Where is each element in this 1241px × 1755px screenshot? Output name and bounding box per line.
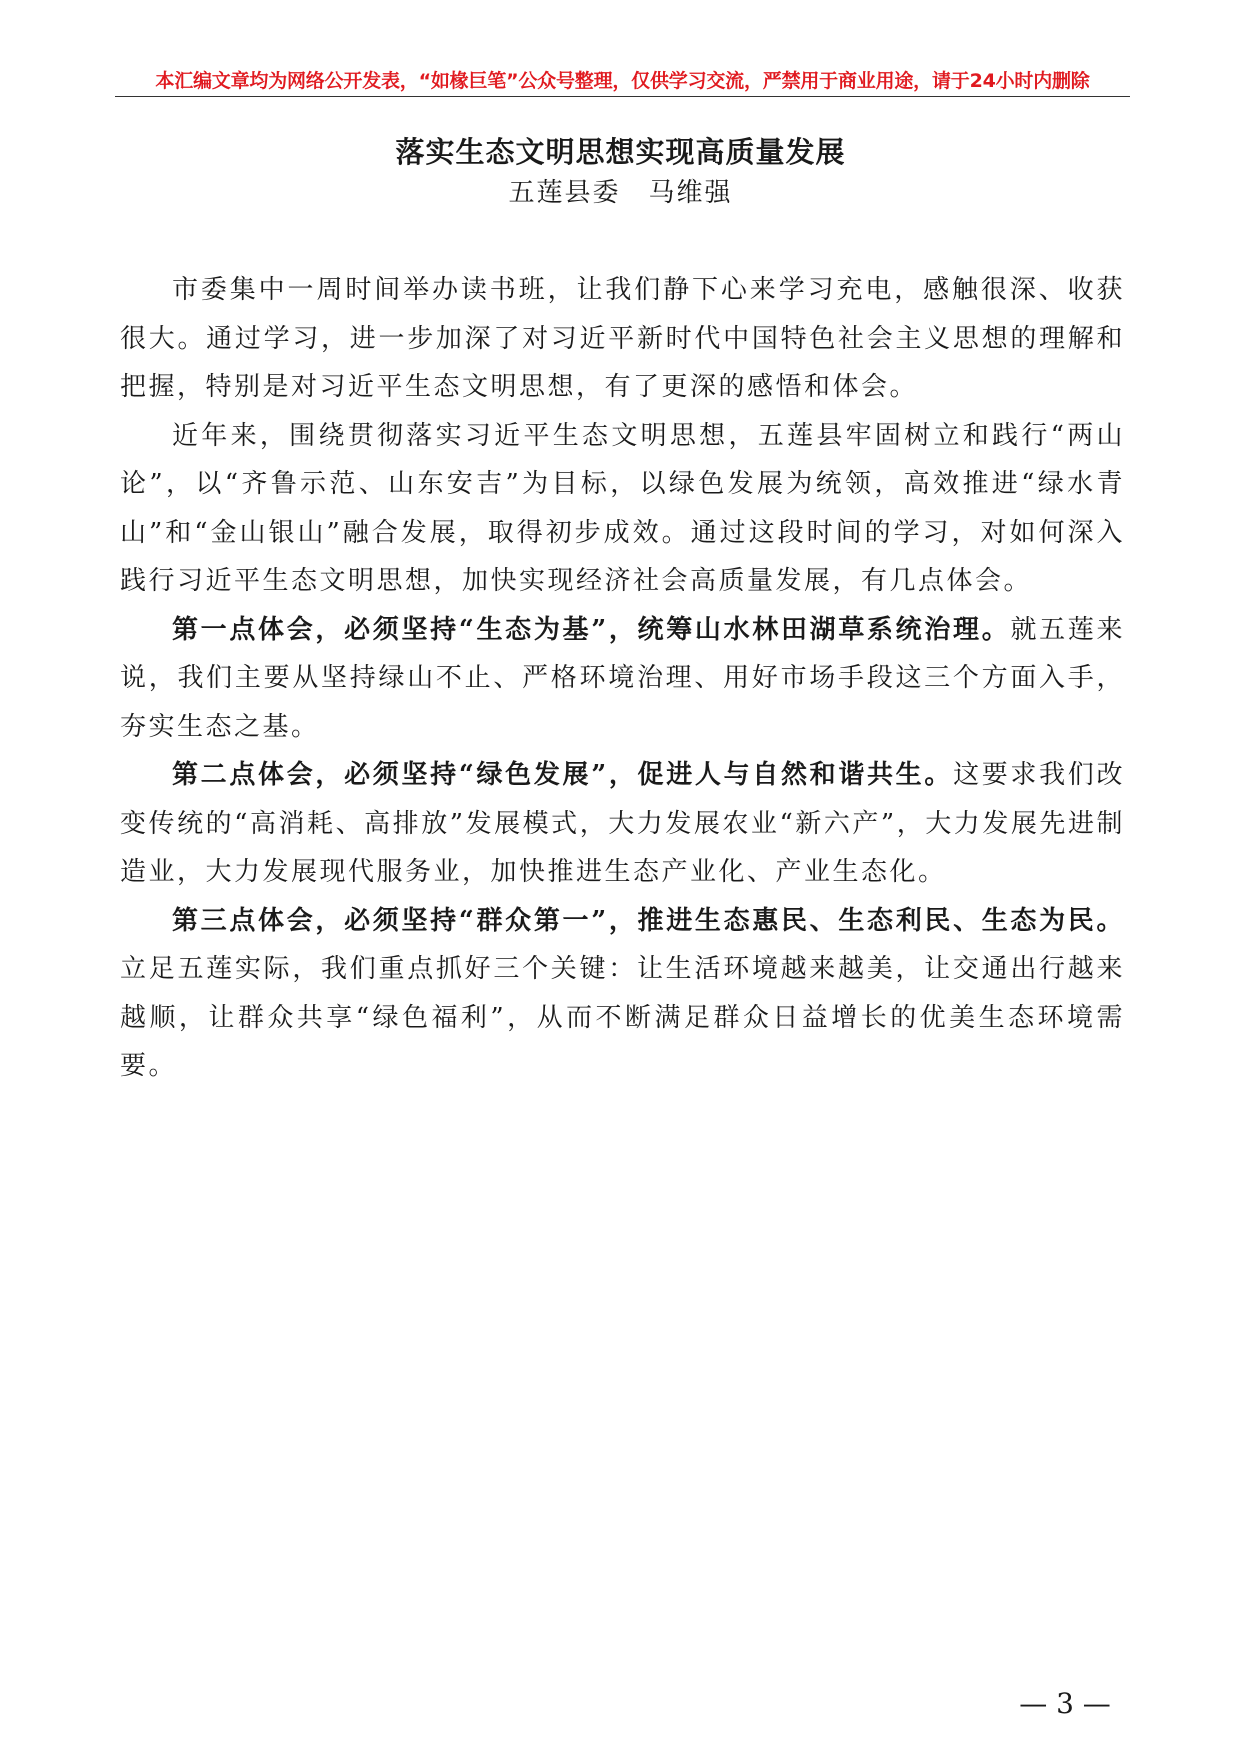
article-byline: 五莲县委 马维强 — [508, 178, 733, 208]
paragraph-text: 就五莲来说，我们主要从坚持绿山不止、严格环境治理、用好市场手段这三个方面入手，夯实生态之基。 — [120, 614, 1125, 742]
paragraph — [120, 897, 1125, 1091]
header-divider — [115, 96, 1130, 97]
paragraph-text: 这要求我们改变传统的“高消耗、高排放”发展模式，大力发展农业“新六产”，大力发展先进制造业，大力发展现代服务业，加快推进生态产业化、产业生态化。 — [120, 760, 1125, 887]
paragraph — [120, 266, 1125, 412]
paragraph — [120, 751, 1125, 897]
paragraph — [120, 412, 1125, 606]
paragraph-text: 近年来，围绕贯彻落实习近平生态文明思想，五莲县牢固树立和践行“两山论”，以“齐鲁示范、山东安吉”为目标，以绿色发展为统领，高效推进“绿水青山”和“金山银山”融合发展，取得初步成效。通过这段时间的学习，对如何深入践行习近平生态文明思想，加快实现经济社会高质量发展，有几点体会。 — [120, 420, 1125, 596]
article-body — [120, 266, 1125, 1091]
paragraph-lead: 第二点体会，必须坚持“绿色发展”，促进人与自然和谐共生。 — [172, 760, 954, 790]
article-title: 落实生态文明思想实现高质量发展 — [395, 135, 846, 169]
paragraph — [120, 606, 1125, 752]
paragraph-text: 市委集中一周时间举办读书班，让我们静下心来学习充电，感触很深、收获很大。通过学习，进一步加深了对习近平新时代中国特色社会主义思想的理解和把握，特别是对习近平生态文明思想，有了更深的感悟和体会。 — [120, 275, 1125, 402]
header-notice: 本汇编文章均为网络公开发表，“如椽巨笔”公众号整理，仅供学习交流，严禁用于商业用途，请于24小时内删除 — [155, 70, 1090, 92]
paragraph-lead: 第一点体会，必须坚持“生态为基”，统筹山水林田湖草系统治理。 — [172, 614, 1011, 645]
paragraph-text: 立足五莲实际，我们重点抓好三个关键：让生活环境越来越美，让交通出行越来越顺，让群众共享“绿色福利”，从而不断满足群众日益增长的优美生态环境需要。 — [120, 954, 1125, 1081]
paragraph-lead: 第三点体会，必须坚持“群众第一”，推进生态惠民、生态利民、生态为民。 — [172, 905, 1125, 936]
page-number: — 3 — — [1019, 1687, 1111, 1720]
